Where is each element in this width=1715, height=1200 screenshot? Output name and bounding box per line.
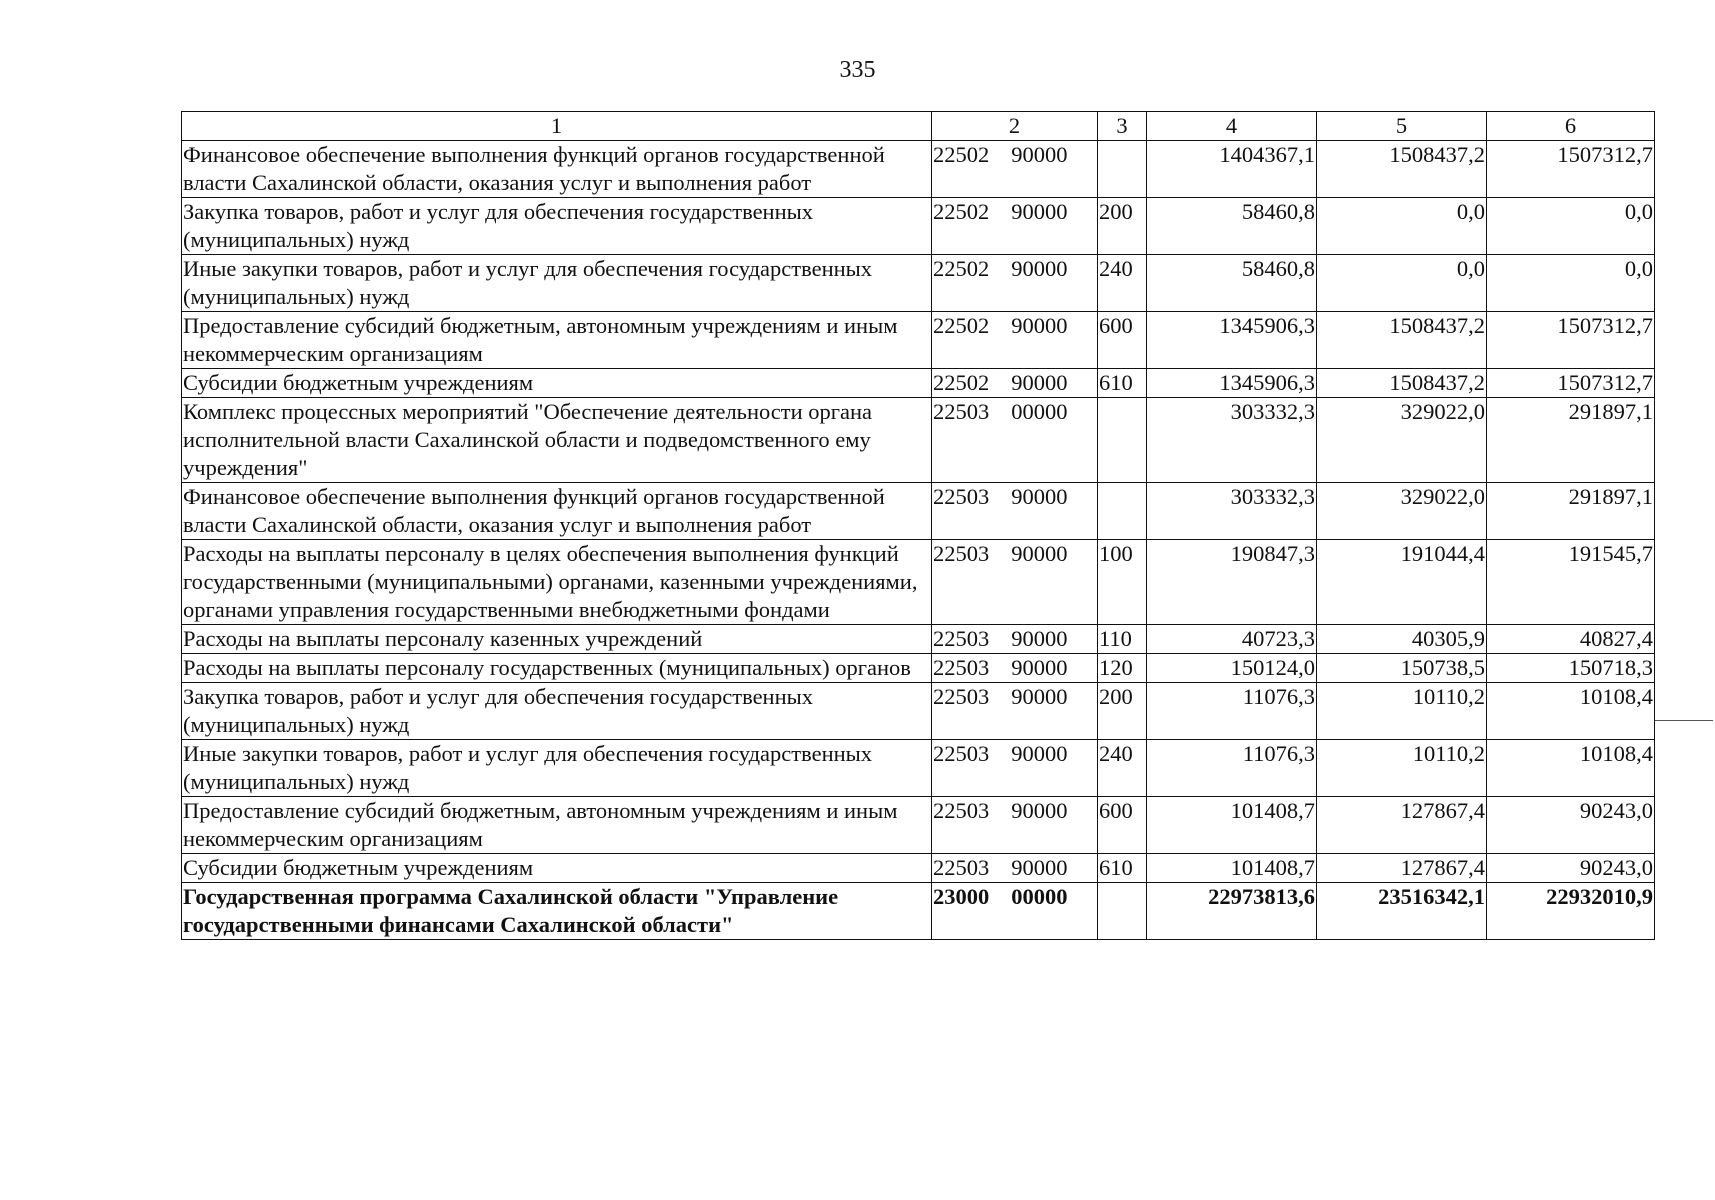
row-expense-type: 200 xyxy=(1098,198,1147,255)
row-name: Субсидии бюджетным учреждениям xyxy=(182,854,932,883)
row-code xyxy=(932,740,1098,797)
row-amount-v4: 150124,0 xyxy=(1147,654,1317,683)
row-expense-type: 610 xyxy=(1098,369,1147,398)
row-expense-type: 240 xyxy=(1098,740,1147,797)
row-name: Финансовое обеспечение выполнения функций органов государственной власти Сахалинской области, оказания услуг и выполнения работ xyxy=(182,141,932,198)
row-amount-v6: 22932010,9 xyxy=(1487,883,1655,940)
row-amount-v4: 101408,7 xyxy=(1147,797,1317,854)
row-code xyxy=(932,883,1098,940)
row-expense-type: 240 xyxy=(1098,255,1147,312)
row-code-direction: 90000 xyxy=(1011,626,1068,651)
row-name: Расходы на выплаты персоналу в целях обеспечения выполнения функций государственными (муниципальными) органами, казенными учреждениями, органами управления государственными внебюджетными фондами xyxy=(182,540,932,625)
row-expense-type xyxy=(1098,398,1147,483)
row-expense-type: 600 xyxy=(1098,312,1147,369)
table-row xyxy=(182,255,1655,312)
table-row xyxy=(182,854,1655,883)
row-name: Государственная программа Сахалинской области "Управление государственными финансами Сахалинской области" xyxy=(182,883,932,940)
row-amount-v5: 0,0 xyxy=(1317,198,1487,255)
header-col-5: 5 xyxy=(1317,112,1487,141)
row-name: Расходы на выплаты персоналу казенных учреждений xyxy=(182,625,932,654)
row-amount-v6: 0,0 xyxy=(1487,198,1655,255)
row-amount-v5: 191044,4 xyxy=(1317,540,1487,625)
row-amount-v4: 1345906,3 xyxy=(1147,312,1317,369)
row-amount-v6: 10108,4 xyxy=(1487,740,1655,797)
table-row xyxy=(182,540,1655,625)
row-code xyxy=(932,683,1098,740)
table-row xyxy=(182,483,1655,540)
table-row xyxy=(182,683,1655,740)
row-amount-v6: 90243,0 xyxy=(1487,797,1655,854)
row-code-program: 22503 xyxy=(933,626,990,651)
row-name: Финансовое обеспечение выполнения функций органов государственной власти Сахалинской области, оказания услуг и выполнения работ xyxy=(182,483,932,540)
row-code-program: 23000 xyxy=(933,884,990,909)
row-amount-v4: 1345906,3 xyxy=(1147,369,1317,398)
row-code-direction: 00000 xyxy=(1011,399,1068,424)
row-code-program: 22503 xyxy=(933,541,990,566)
row-code-program: 22502 xyxy=(933,199,990,224)
row-code-direction: 90000 xyxy=(1011,741,1068,766)
row-expense-type xyxy=(1098,483,1147,540)
row-code-direction: 90000 xyxy=(1011,313,1068,338)
row-amount-v5: 150738,5 xyxy=(1317,654,1487,683)
row-code xyxy=(932,255,1098,312)
row-name: Закупка товаров, работ и услуг для обеспечения государственных (муниципальных) нужд xyxy=(182,198,932,255)
row-amount-v4: 40723,3 xyxy=(1147,625,1317,654)
row-expense-type: 120 xyxy=(1098,654,1147,683)
row-amount-v6: 291897,1 xyxy=(1487,398,1655,483)
row-name: Расходы на выплаты персоналу государственных (муниципальных) органов xyxy=(182,654,932,683)
row-code-program: 22503 xyxy=(933,855,990,880)
row-code-program: 22503 xyxy=(933,484,990,509)
row-amount-v4: 1404367,1 xyxy=(1147,141,1317,198)
row-expense-type xyxy=(1098,141,1147,198)
row-expense-type: 600 xyxy=(1098,797,1147,854)
header-col-2: 2 xyxy=(932,112,1098,141)
row-amount-v5: 40305,9 xyxy=(1317,625,1487,654)
row-amount-v4: 22973813,6 xyxy=(1147,883,1317,940)
table-row xyxy=(182,312,1655,369)
row-amount-v5: 329022,0 xyxy=(1317,398,1487,483)
row-code xyxy=(932,625,1098,654)
row-amount-v4: 11076,3 xyxy=(1147,683,1317,740)
row-code-direction: 90000 xyxy=(1011,798,1068,823)
table-body xyxy=(182,141,1655,940)
row-amount-v6: 191545,7 xyxy=(1487,540,1655,625)
header-col-1: 1 xyxy=(182,112,932,141)
table-row xyxy=(182,883,1655,940)
row-code-direction: 90000 xyxy=(1011,855,1068,880)
row-amount-v4: 303332,3 xyxy=(1147,483,1317,540)
table-row xyxy=(182,398,1655,483)
row-amount-v5: 329022,0 xyxy=(1317,483,1487,540)
row-name: Иные закупки товаров, работ и услуг для обеспечения государственных (муниципальных) нужд xyxy=(182,255,932,312)
row-name: Субсидии бюджетным учреждениям xyxy=(182,369,932,398)
row-code xyxy=(932,483,1098,540)
row-amount-v4: 58460,8 xyxy=(1147,198,1317,255)
row-amount-v6: 291897,1 xyxy=(1487,483,1655,540)
row-amount-v4: 303332,3 xyxy=(1147,398,1317,483)
row-code-program: 22502 xyxy=(933,256,990,281)
row-amount-v5: 23516342,1 xyxy=(1317,883,1487,940)
row-amount-v6: 90243,0 xyxy=(1487,854,1655,883)
row-amount-v4: 101408,7 xyxy=(1147,854,1317,883)
row-amount-v5: 1508437,2 xyxy=(1317,369,1487,398)
row-expense-type: 100 xyxy=(1098,540,1147,625)
row-code-direction: 90000 xyxy=(1011,484,1068,509)
row-code-program: 22503 xyxy=(933,655,990,680)
row-code-program: 22502 xyxy=(933,313,990,338)
table-row xyxy=(182,141,1655,198)
row-code-program: 22503 xyxy=(933,399,990,424)
row-name: Комплекс процессных мероприятий "Обеспечение деятельности органа исполнительной власти Сахалинской области и подведомственного ему учреждения" xyxy=(182,398,932,483)
table-row xyxy=(182,369,1655,398)
row-amount-v5: 10110,2 xyxy=(1317,740,1487,797)
scan-artifact-line xyxy=(1655,720,1713,721)
table-row xyxy=(182,654,1655,683)
row-code-program: 22502 xyxy=(933,142,990,167)
row-code-direction: 90000 xyxy=(1011,684,1068,709)
row-code-program: 22503 xyxy=(933,798,990,823)
budget-table xyxy=(181,111,1655,940)
row-code xyxy=(932,540,1098,625)
page-number: 335 xyxy=(839,57,876,83)
row-amount-v6: 1507312,7 xyxy=(1487,369,1655,398)
table-row xyxy=(182,740,1655,797)
row-code xyxy=(932,654,1098,683)
row-amount-v6: 40827,4 xyxy=(1487,625,1655,654)
row-amount-v6: 0,0 xyxy=(1487,255,1655,312)
row-amount-v5: 127867,4 xyxy=(1317,797,1487,854)
row-amount-v4: 190847,3 xyxy=(1147,540,1317,625)
header-col-6: 6 xyxy=(1487,112,1655,141)
row-code-direction: 90000 xyxy=(1011,370,1068,395)
header-col-3: 3 xyxy=(1098,112,1147,141)
row-name: Предоставление субсидий бюджетным, автономным учреждениям и иным некоммерческим организациям xyxy=(182,312,932,369)
row-code xyxy=(932,854,1098,883)
row-expense-type xyxy=(1098,883,1147,940)
row-code-direction: 00000 xyxy=(1011,884,1068,909)
row-amount-v6: 1507312,7 xyxy=(1487,141,1655,198)
row-code xyxy=(932,198,1098,255)
row-code xyxy=(932,312,1098,369)
row-code xyxy=(932,797,1098,854)
row-amount-v5: 1508437,2 xyxy=(1317,312,1487,369)
row-code-direction: 90000 xyxy=(1011,655,1068,680)
row-expense-type: 110 xyxy=(1098,625,1147,654)
row-code xyxy=(932,141,1098,198)
row-code xyxy=(932,369,1098,398)
row-expense-type: 610 xyxy=(1098,854,1147,883)
row-code-direction: 90000 xyxy=(1011,199,1068,224)
row-amount-v5: 0,0 xyxy=(1317,255,1487,312)
row-name: Иные закупки товаров, работ и услуг для обеспечения государственных (муниципальных) нужд xyxy=(182,740,932,797)
row-code-direction: 90000 xyxy=(1011,142,1068,167)
row-amount-v5: 1508437,2 xyxy=(1317,141,1487,198)
row-amount-v5: 127867,4 xyxy=(1317,854,1487,883)
row-code-direction: 90000 xyxy=(1011,256,1068,281)
row-amount-v4: 11076,3 xyxy=(1147,740,1317,797)
row-code-program: 22503 xyxy=(933,741,990,766)
row-name: Предоставление субсидий бюджетным, автономным учреждениям и иным некоммерческим организациям xyxy=(182,797,932,854)
row-amount-v4: 58460,8 xyxy=(1147,255,1317,312)
row-code-program: 22503 xyxy=(933,684,990,709)
row-expense-type: 200 xyxy=(1098,683,1147,740)
row-amount-v6: 1507312,7 xyxy=(1487,312,1655,369)
row-code-direction: 90000 xyxy=(1011,541,1068,566)
row-amount-v5: 10110,2 xyxy=(1317,683,1487,740)
row-code-program: 22502 xyxy=(933,370,990,395)
row-code xyxy=(932,398,1098,483)
table-row xyxy=(182,198,1655,255)
row-amount-v6: 10108,4 xyxy=(1487,683,1655,740)
row-amount-v6: 150718,3 xyxy=(1487,654,1655,683)
row-name: Закупка товаров, работ и услуг для обеспечения государственных (муниципальных) нужд xyxy=(182,683,932,740)
header-col-4: 4 xyxy=(1147,112,1317,141)
table-row xyxy=(182,625,1655,654)
table-row xyxy=(182,797,1655,854)
table-header-row xyxy=(182,112,1655,141)
